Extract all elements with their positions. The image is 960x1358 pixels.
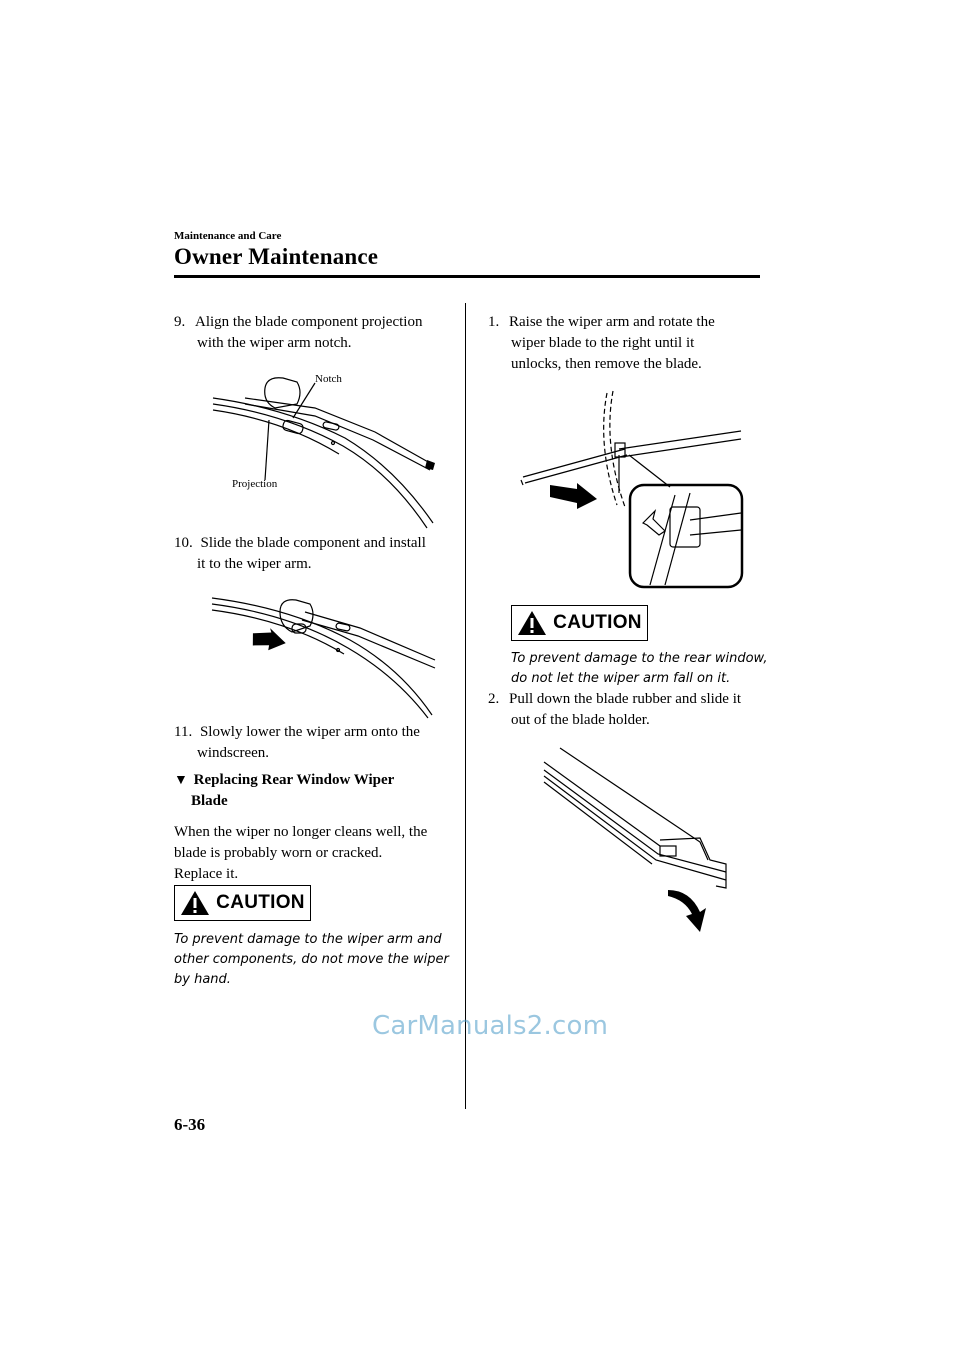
step-9-number: 9.: [174, 314, 186, 330]
section-label: Maintenance and Care: [174, 230, 282, 242]
step-10-line2: it to the wiper arm.: [197, 556, 312, 572]
step-1-line1: Raise the wiper arm and rotate the: [509, 314, 715, 330]
watermark: CarManuals2.com: [372, 1011, 609, 1041]
intro-paragraph: [174, 822, 464, 885]
paragraph-line: blade is probably worn or cracked.: [174, 845, 383, 861]
step-11-number: 11.: [174, 724, 193, 740]
step-9-line2: with the wiper arm notch.: [197, 335, 352, 351]
title-rule: [174, 275, 760, 278]
step-1-line3: unlocks, then remove the blade.: [511, 356, 702, 372]
step-9: [174, 312, 454, 354]
warning-triangle-icon: [180, 890, 210, 916]
paragraph-line: When the wiper no longer cleans well, the: [174, 824, 428, 840]
step-1: [488, 312, 768, 375]
caution-line: To prevent damage to the rear window,: [511, 651, 768, 666]
warning-triangle-icon: [517, 610, 547, 636]
caution-badge-rear: [511, 605, 648, 641]
rear-wiper-removal-figure: [515, 385, 750, 590]
caution-line: by hand.: [174, 972, 231, 987]
slide-blade-figure: [210, 590, 440, 720]
caution-text-rear: [511, 649, 771, 689]
heading-line1: Replacing Rear Window Wiper: [193, 772, 395, 788]
step-11-line1: Slowly lower the wiper arm onto the: [199, 724, 420, 740]
step-1-number: 1.: [488, 314, 500, 330]
step-10-line1: Slide the blade component and install: [200, 535, 426, 551]
caution-badge: [174, 885, 311, 921]
step-10: [174, 533, 459, 575]
page-title: Owner Maintenance: [174, 244, 379, 269]
step-11: [174, 722, 459, 764]
step-1-line2: wiper blade to the right until it: [511, 335, 695, 351]
step-10-number: 10.: [174, 535, 193, 551]
step-2: [488, 689, 773, 731]
heading-line2: Blade: [191, 793, 228, 809]
column-divider: [465, 303, 466, 1109]
blade-rubber-figure: [540, 742, 740, 937]
caution-line: other components, do not move the wiper: [174, 952, 449, 967]
caution-line: do not let the wiper arm fall on it.: [511, 671, 731, 686]
caution-label: CAUTION: [553, 612, 642, 633]
heading-marker: ▼: [174, 773, 188, 788]
step-9-line1: Align the blade component projection: [195, 314, 423, 330]
caution-label: CAUTION: [216, 892, 305, 913]
step-11-line2: windscreen.: [197, 745, 270, 761]
caution-text: [174, 930, 464, 990]
step-2-line1: Pull down the blade rubber and slide it: [509, 691, 742, 707]
step-2-number: 2.: [488, 691, 500, 707]
notch-label: Notch: [315, 373, 342, 385]
projection-label: Projection: [232, 478, 278, 490]
caution-line: To prevent damage to the wiper arm and: [174, 932, 442, 947]
page-number: 6-36: [174, 1115, 206, 1134]
step-2-line2: out of the blade holder.: [511, 712, 650, 728]
section-heading: [174, 770, 459, 812]
paragraph-line: Replace it.: [174, 866, 239, 882]
wiper-projection-notch-figure: [205, 368, 440, 533]
